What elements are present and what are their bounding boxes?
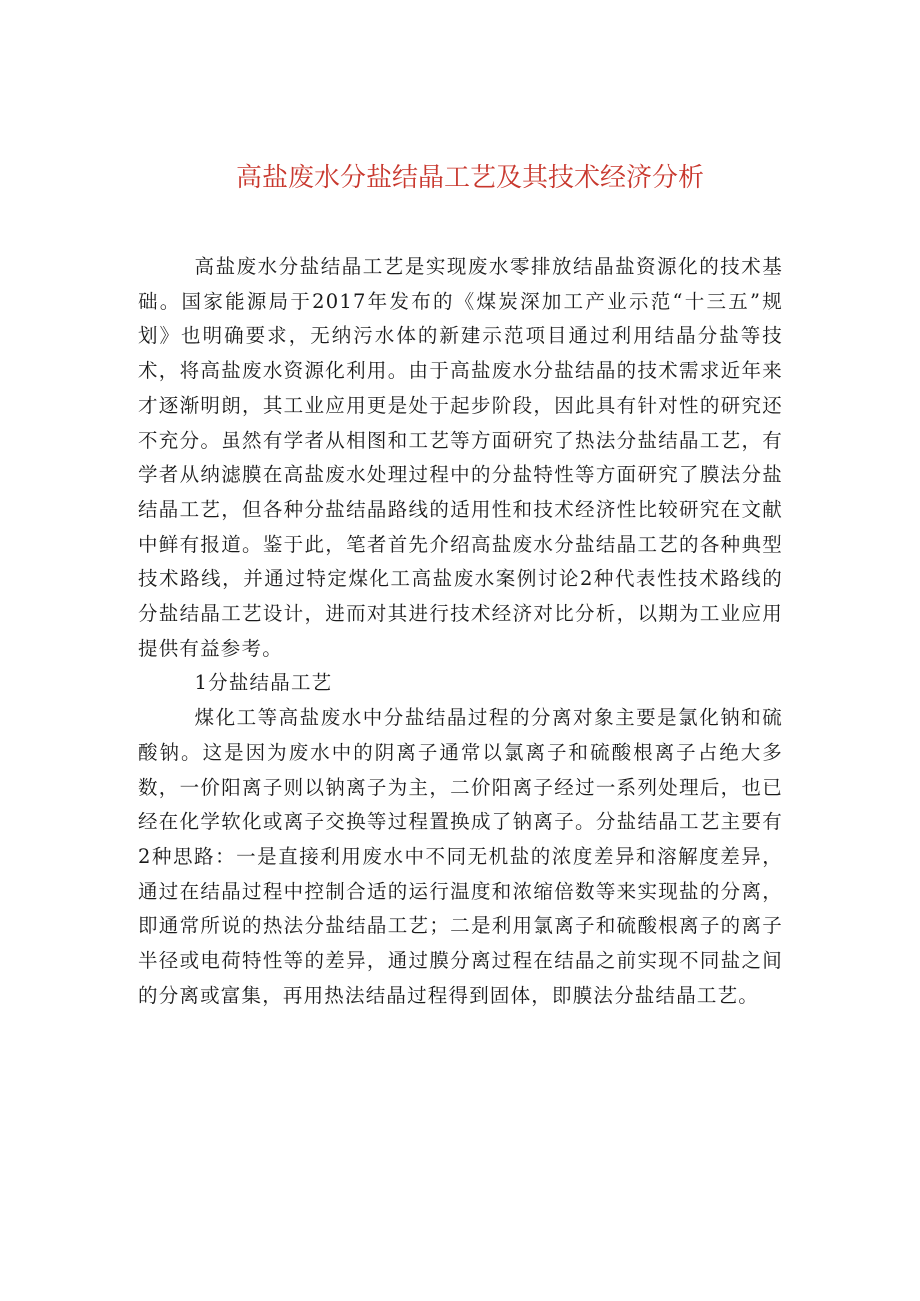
document-body <box>138 250 783 1013</box>
section-paragraph: 煤化工等高盐废水中分盐结晶过程的分离对象主要是氯化钠和硫酸钠。这是因为废水中的阴离子通常以氯离子和硫酸根离子占绝大多数，一价阳离子则以钠离子为主，二价阳离子经过一系列处理后，也已经在化学软化或离子交换等过程置换成了钠离子。分盐结晶工艺主要有2种思路：一是直接利用废水中不同无机盐的浓度差异和溶解度差异，通过在结晶过程中控制合适的运行温度和浓缩倍数等来实现盐的分离，即通常所说的热法分盐结晶工艺；二是利用氯离子和硫酸根离子的离子半径或电荷特性等的差异，通过膜分离过程在结晶之前实现不同盐之间的分离或富集，再用热法结晶过程得到固体，即膜法分盐结晶工艺。 <box>138 706 783 1007</box>
intro-paragraph: 高盐废水分盐结晶工艺是实现废水零排放结晶盐资源化的技术基础。国家能源局于2017年发布的《煤炭深加工产业示范“十三五”规划》也明确要求，无纳污水体的新建示范项目通过利用结晶分盐等技术，将高盐废水资源化利用。由于高盐废水分盐结晶的技术需求近年来才逐渐明朗，其工业应用更是处于起步阶段，因此具有针对性的研究还不充分。虽然有学者从相图和工艺等方面研究了热法分盐结晶工艺，有学者从纳滤膜在高盐废水处理过程中的分盐特性等方面研究了膜法分盐结晶工艺，但各种分盐结晶路线的适用性和技术经济性比较研究在文献中鲜有报道。鉴于此，笔者首先介绍高盐废水分盐结晶工艺的各种典型技术路线，并通过特定煤化工高盐废水案例讨论2种代表性技术路线的分盐结晶工艺设计，进而对其进行技术经济对比分析，以期为工业应用提供有益参考。 <box>138 255 783 660</box>
section-heading: 1分盐结晶工艺 <box>194 671 333 695</box>
document-title: 高盐废水分盐结晶工艺及其技术经济分析 <box>235 163 704 193</box>
